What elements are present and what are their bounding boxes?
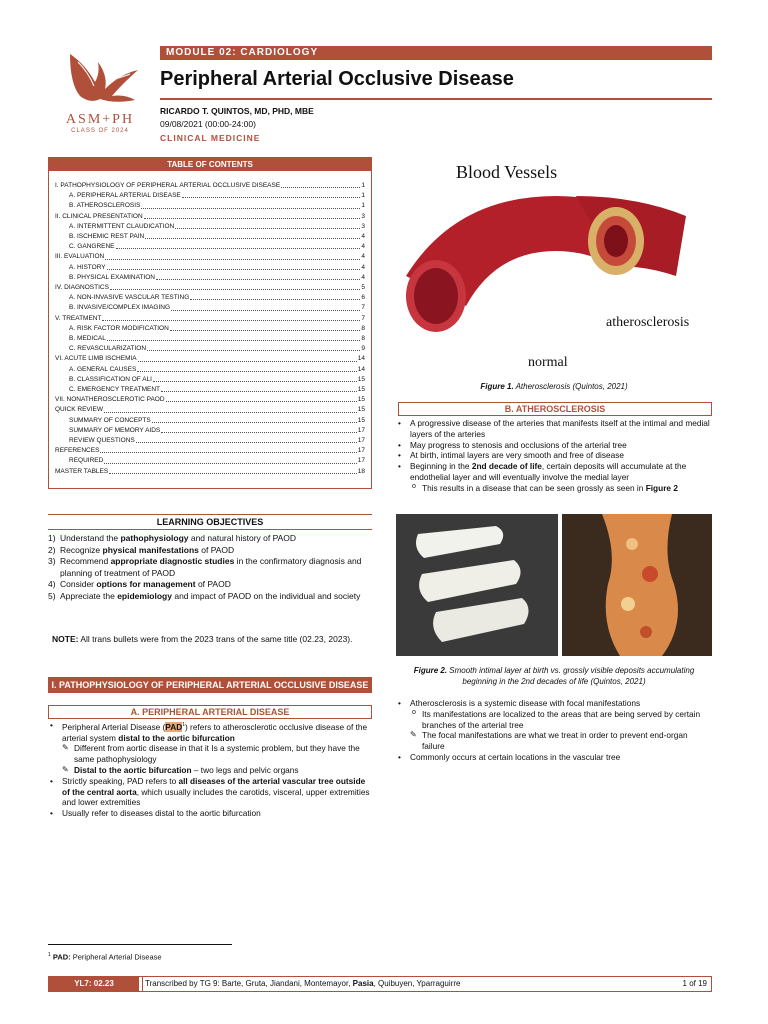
toc-item[interactable]: B. PHYSICAL EXAMINATION 4 (69, 273, 365, 281)
toc-item[interactable]: C. GANGRENE 4 (69, 243, 365, 251)
objective-item: 2) Recognize physical manifestations of PAOD (48, 544, 235, 555)
toc-item[interactable]: B. MEDICAL 8 (69, 335, 365, 343)
toc-item[interactable]: REQUIRED 17 (69, 457, 365, 465)
toc-item[interactable]: A. PERIPHERAL ARTERIAL DISEASE 1 (69, 192, 365, 200)
module-banner: MODULE 02: CARDIOLOGY (160, 46, 712, 60)
toc-item[interactable]: VII. NONATHEROSCLEROTIC PAOD 15 (55, 396, 365, 404)
list-item: ✎ Distal to the aortic bifurcation – two legs and pelvic organs (62, 764, 299, 775)
pen-icon: ✎ (62, 743, 69, 753)
subsection-heading-b: B. ATHEROSCLEROSIS (398, 402, 712, 416)
atherosclerosis-bullets (396, 418, 712, 494)
toc-item[interactable]: SUMMARY OF CONCEPTS 15 (69, 416, 365, 424)
toc-item[interactable]: B. ATHEROSCLEROSIS 1 (69, 202, 365, 210)
toc-item[interactable]: V. TREATMENT 7 (55, 314, 365, 322)
figure-1-caption: Figure 1. Atherosclerosis (Quintos, 2021) (480, 382, 628, 391)
figure-1-image (396, 156, 712, 370)
section-heading: I. PATHOPHYSIOLOGY OF PERIPHERAL ARTERIAL OCCLUSIVE DISEASE (48, 677, 372, 693)
transcribers: Transcribed by TG 9: Barte, Gruta, Jiandani, Montemayor, Pasia, Quibuyen, Yparraguirre (145, 979, 461, 988)
note-text: All trans bullets were from the 2023 trans of the same title (02.23, 2023). (78, 634, 353, 644)
list-item: • At birth, intimal layers are very smooth and free of disease (396, 450, 712, 461)
toc-item[interactable]: A. GENERAL CAUSES 14 (69, 365, 365, 373)
toc-item[interactable]: REFERENCES 17 (55, 447, 365, 455)
list-item: ✎ The focal manifestations are what we treat in order to prevent end-organ failure (410, 730, 688, 752)
pen-icon: ✎ (62, 764, 69, 774)
footnote: $^1$ PAD: Peripheral Arterial Disease (48, 952, 162, 962)
normal-label: normal (528, 355, 568, 370)
toc-item[interactable]: B. INVASIVE/COMPLEX IMAGING 7 (69, 304, 365, 312)
list-item: o Its manifestations are localized to the areas that are being served by certain branches of the arterial tree (396, 709, 712, 731)
list-item: • A progressive disease of the arteries that manifests itself at the intimal and medial layers of the arteries (396, 418, 712, 440)
pad-abbr[interactable]: PAD (165, 721, 183, 732)
toc-item[interactable]: B. ISCHEMIC REST PAIN 4 (69, 233, 365, 241)
course-name: CLINICAL MEDICINE (160, 133, 261, 143)
figure-1-title: Blood Vessels (456, 162, 558, 182)
systemic-disease-bullets (396, 698, 712, 763)
trans-code: YL7: 02.23 (49, 977, 139, 991)
title-divider (160, 98, 712, 100)
athero-label: atherosclerosis (606, 315, 690, 330)
note-label: NOTE: (52, 634, 79, 644)
figure-2-atherosclerotic-aorta (562, 514, 712, 656)
toc-item[interactable]: B. CLASSIFICATION OF ALI 15 (69, 375, 365, 383)
page-number: 1 of 19 (682, 979, 707, 988)
page-title: Peripheral Arterial Occlusive Disease (160, 68, 514, 90)
list-item: • Strictly speaking, PAD refers to all diseases of the arterial vascular tree outside of the central aorta, which usually includes the carotids, visceral, upper extremities and lower extremities (48, 776, 372, 808)
toc-item[interactable]: C. REVASCULARIZATION 9 (69, 345, 365, 353)
list-item: ✎ Different from aortic disease in that it Is a systemic problem, but they have the same pathophysiology (62, 743, 360, 765)
lecture-date: 09/08/2021 (00:00-24:00) (160, 119, 256, 129)
toc-heading: TABLE OF CONTENTS (49, 158, 371, 171)
objective-item: 3) Recommend appropriate diagnostic studies in the confirmatory diagnosis and planning of treatment of PAOD (48, 556, 362, 578)
footnote-divider (48, 944, 232, 945)
list-item: • May progress to stenosis and occlusions of the arterial tree (396, 440, 712, 451)
pen-icon: ✎ (410, 730, 417, 740)
phoenix-icon (50, 44, 150, 114)
list-item: o This results in a disease that can be seen grossly as seen in Figure 2 (396, 483, 712, 494)
toc-item[interactable]: II. CLINICAL PRESENTATION 3 (55, 212, 365, 220)
toc-item[interactable]: MASTER TABLES 18 (55, 467, 365, 475)
list-item: • Commonly occurs at certain locations in the vascular tree (396, 752, 712, 763)
toc-item[interactable]: QUICK REVIEW 15 (55, 406, 365, 414)
toc-item[interactable]: C. EMERGENCY TREATMENT 15 (69, 386, 365, 394)
subsection-heading-a: A. PERIPHERAL ARTERIAL DISEASE (48, 705, 372, 719)
toc-item[interactable]: IV. DIAGNOSTICS 5 (55, 284, 365, 292)
footnote-ref[interactable]: 1 (182, 722, 185, 728)
list-item: • Atherosclerosis is a systemic disease with focal manifestations (396, 698, 712, 709)
objective-item: 4) Consider options for management of PAOD (48, 579, 231, 589)
page-footer (48, 976, 712, 992)
toc-item[interactable]: I. PATHOPHYSIOLOGY OF PERIPHERAL ARTERIAL OCCLUSIVE DISEASE 1 (55, 182, 365, 189)
toc-item[interactable]: VI. ACUTE LIMB ISCHEMIA 14 (55, 355, 365, 363)
toc-item[interactable]: REVIEW QUESTIONS 17 (69, 437, 365, 445)
author: RICARDO T. QUINTOS, MD, PHD, MBE (160, 106, 314, 116)
footer-separator (142, 977, 143, 991)
toc-item[interactable]: III. EVALUATION 4 (55, 253, 365, 261)
objectives-list (48, 533, 372, 602)
list-item: • Beginning in the 2nd decade of life, certain deposits will accumulate at the endothelial layer and will eventually involve the medial layer (396, 461, 712, 483)
objective-item: 5) Appreciate the epidemiology and impact of PAOD on the individual and society (48, 590, 361, 601)
toc-item[interactable]: A. HISTORY 4 (69, 263, 365, 271)
list-item: • Peripheral Arterial Disease (PAD$^1$) refers to atherosclerotic occlusive disease of the arterial system distal to the aortic bifurcation (48, 720, 372, 743)
pad-bullets (48, 720, 372, 819)
figure-2-smooth-arteries (396, 514, 558, 656)
toc-item[interactable]: SUMMARY OF MEMORY AIDS 17 (69, 426, 365, 434)
table-of-contents (48, 157, 372, 489)
toc-item[interactable]: A. INTERMITTENT CLAUDICATION 3 (69, 222, 365, 230)
toc-item[interactable]: A. RISK FACTOR MODIFICATION 8 (69, 324, 365, 332)
note (52, 634, 370, 646)
toc-item[interactable]: A. NON-INVASIVE VASCULAR TESTING 6 (69, 294, 365, 302)
logo-text: ASM+PH (65, 112, 135, 127)
objective-item: 1) Understand the pathophysiology and natural history of PAOD (48, 533, 297, 543)
list-item: • Usually refer to diseases distal to the aortic bifurcation (48, 808, 372, 819)
objectives-heading: LEARNING OBJECTIVES (48, 514, 372, 530)
figure-2-caption: Figure 2. Smooth intimal layer at birth vs. grossly visible deposits accumulating beginning in the 2nd decades of life (Quintos, 2021) (413, 666, 695, 686)
toc-list (49, 171, 371, 477)
logo-subtitle: CLASS OF 2024 (71, 128, 129, 134)
